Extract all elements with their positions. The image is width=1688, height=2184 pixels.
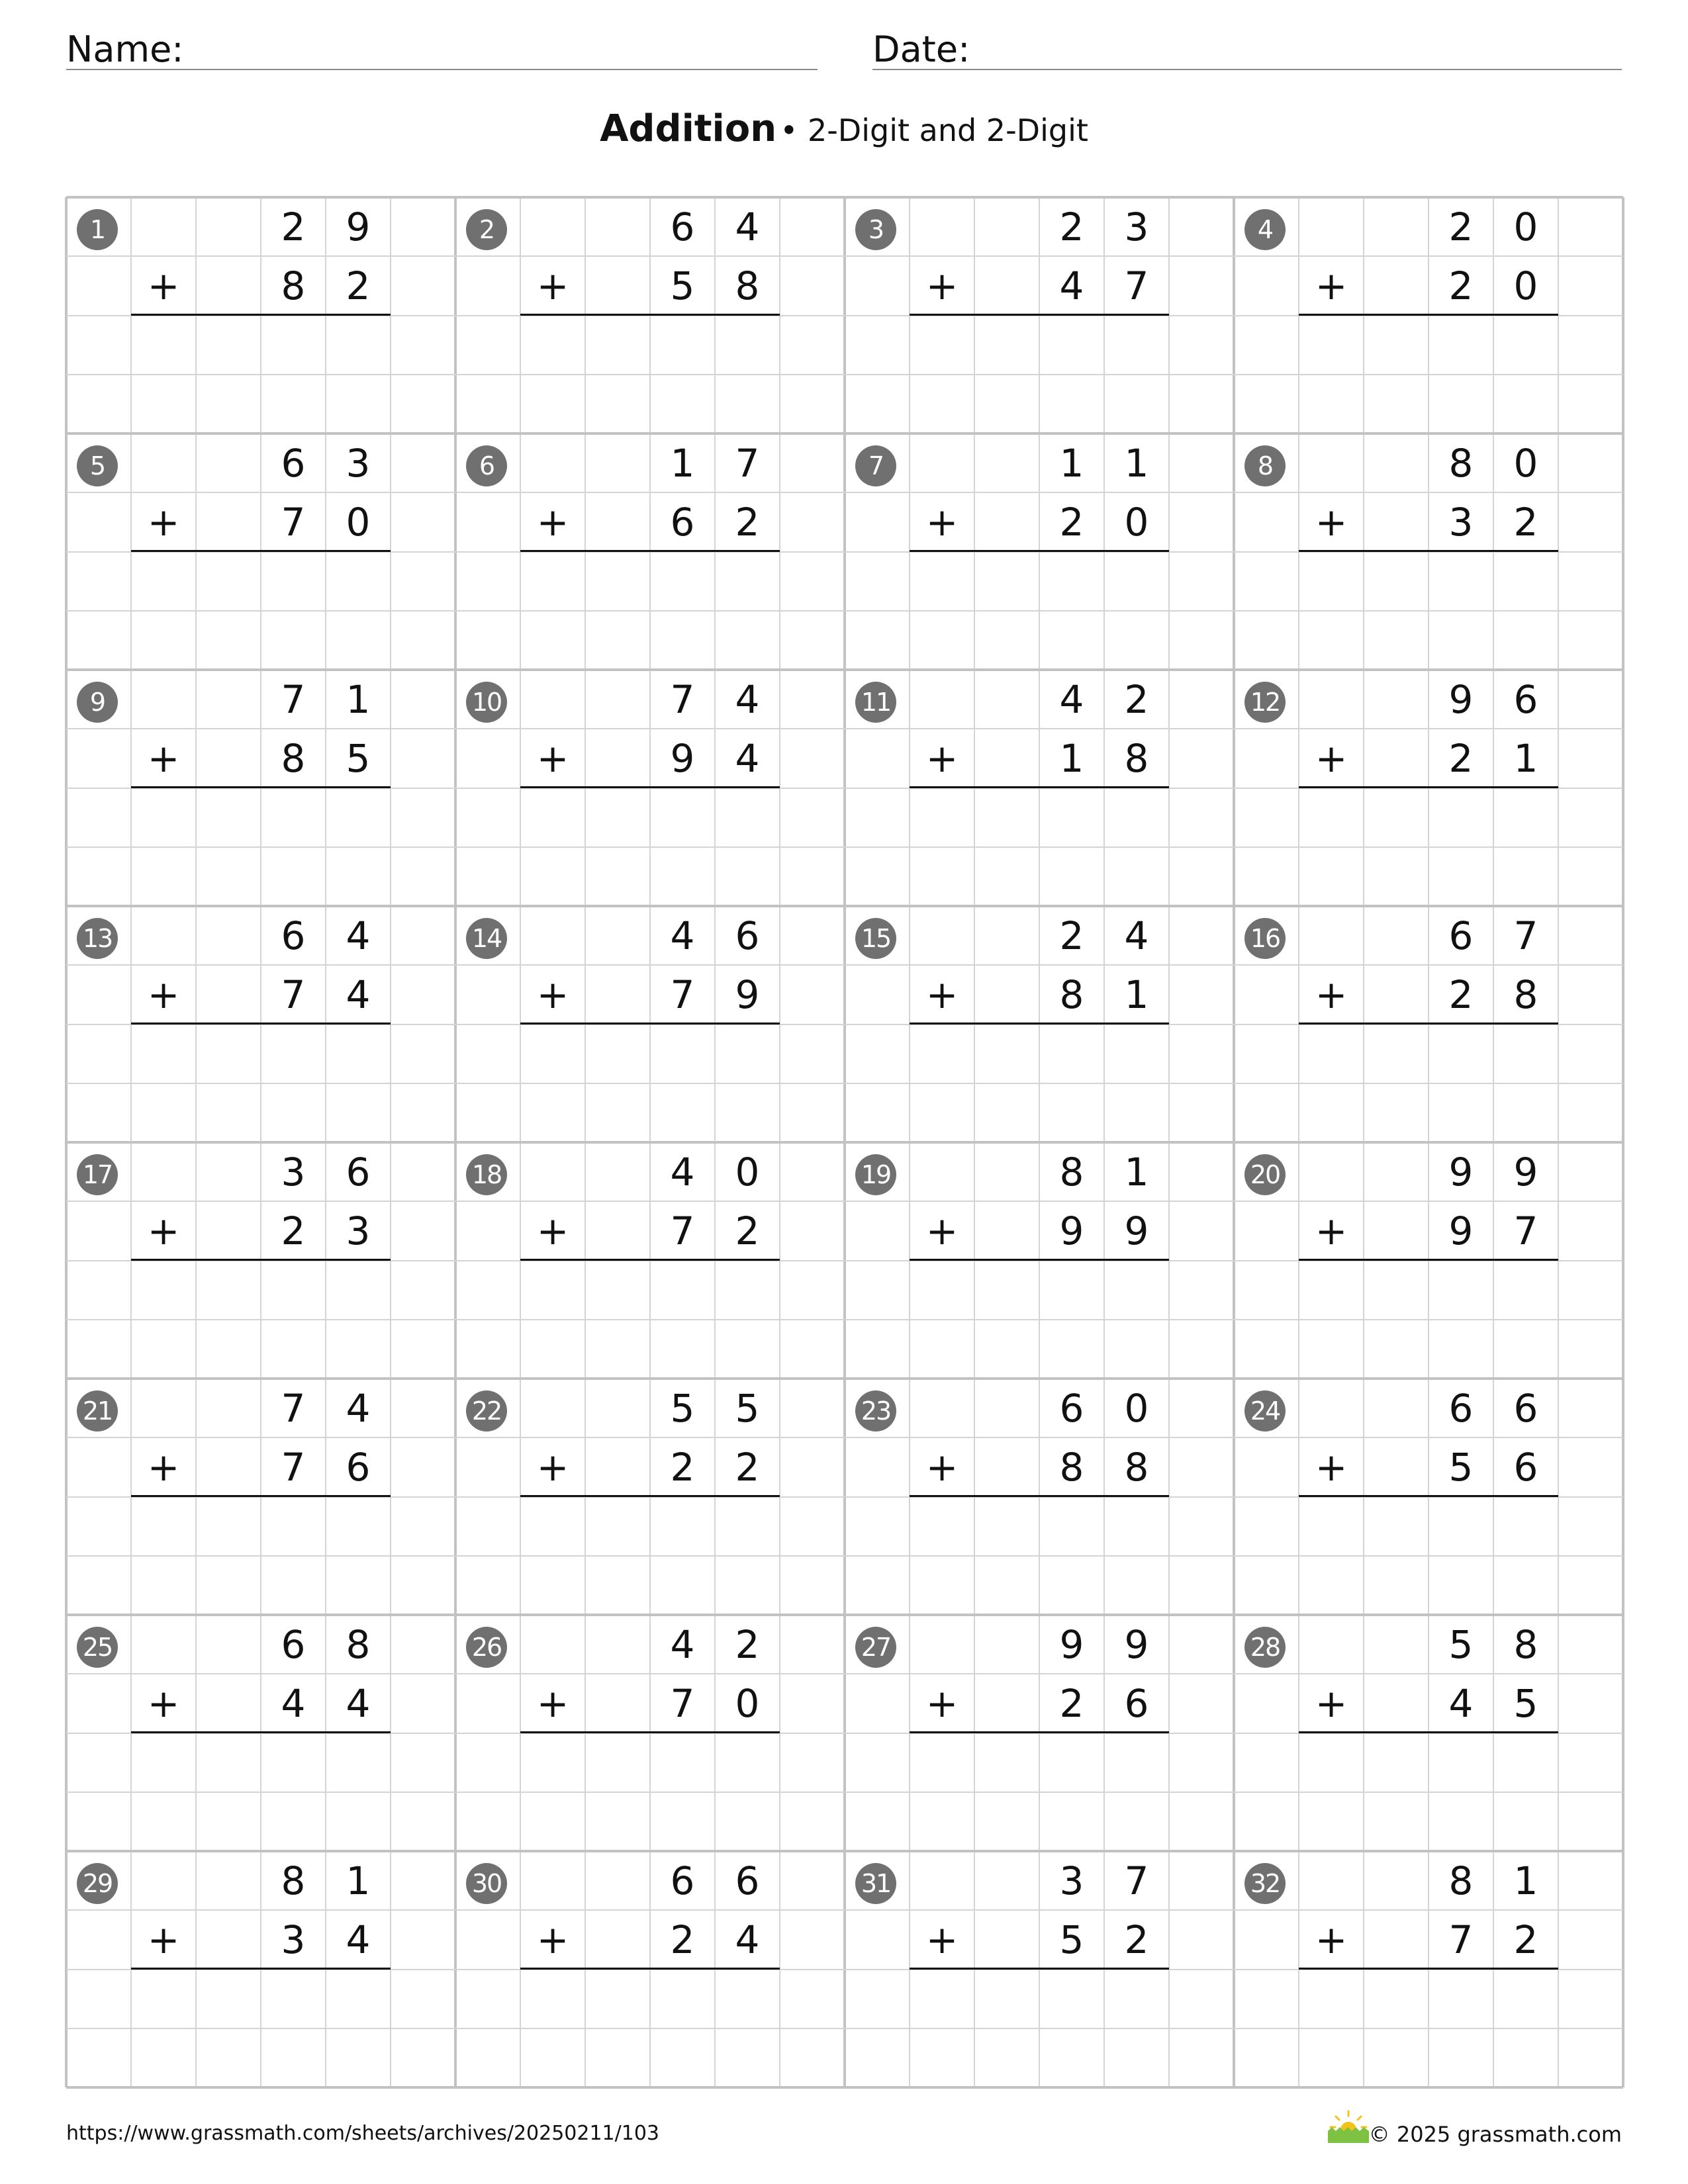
plus-sign: +: [536, 500, 569, 545]
bottom-tens-digit: 7: [281, 1445, 306, 1490]
plus-sign: +: [147, 972, 180, 1017]
problem-12: [1234, 670, 1623, 906]
answer-line: [520, 1023, 780, 1024]
top-tens-digit: 4: [670, 913, 695, 958]
problem-6: [455, 433, 845, 670]
problem-19: [845, 1142, 1234, 1379]
bottom-tens-digit: 6: [670, 500, 695, 545]
worksheet-title: [0, 107, 1688, 150]
problem-1: [66, 197, 455, 433]
plus-sign: +: [925, 1445, 959, 1490]
top-ones-digit: 0: [735, 1150, 760, 1195]
plus-sign: +: [147, 1445, 180, 1490]
top-ones-digit: 3: [346, 441, 371, 486]
top-ones-digit: 5: [735, 1386, 760, 1431]
bottom-ones-digit: 9: [735, 972, 760, 1017]
bottom-tens-digit: 5: [1448, 1445, 1474, 1490]
plus-sign: +: [147, 500, 180, 545]
problem-number-badge: 5: [77, 445, 118, 486]
problem-15: [845, 906, 1234, 1142]
plus-sign: +: [536, 1208, 569, 1253]
answer-line: [131, 1731, 391, 1733]
problem-number-badge: 11: [855, 682, 896, 723]
problem-27: [845, 1615, 1234, 1851]
bottom-ones-digit: 1: [1513, 736, 1538, 781]
bottom-tens-digit: 7: [1448, 1917, 1474, 1962]
bottom-tens-digit: 2: [1059, 1681, 1084, 1726]
top-tens-digit: 6: [281, 1622, 306, 1667]
answer-line: [520, 314, 780, 316]
plus-sign: +: [536, 1681, 569, 1726]
top-tens-digit: 7: [670, 677, 695, 722]
bottom-ones-digit: 8: [1124, 1445, 1149, 1490]
problem-7: [845, 433, 1234, 670]
top-ones-digit: 1: [346, 1858, 371, 1903]
plus-sign: +: [925, 263, 959, 308]
top-ones-digit: 6: [735, 1858, 760, 1903]
answer-line: [1299, 1495, 1558, 1497]
top-tens-digit: 7: [281, 677, 306, 722]
bottom-tens-digit: 4: [281, 1681, 306, 1726]
top-tens-digit: 4: [670, 1150, 695, 1195]
top-tens-digit: 2: [1059, 205, 1084, 250]
bottom-ones-digit: 6: [346, 1445, 371, 1490]
problem-number-badge: 16: [1244, 918, 1286, 959]
bottom-ones-digit: 2: [1124, 1917, 1149, 1962]
plus-sign: +: [147, 1681, 180, 1726]
plus-sign: +: [536, 1917, 569, 1962]
bottom-tens-digit: 4: [1059, 263, 1084, 308]
problem-23: [845, 1379, 1234, 1615]
bottom-tens-digit: 2: [281, 1208, 306, 1253]
date-field[interactable]: [872, 20, 1622, 70]
answer-line: [1299, 786, 1558, 788]
bottom-ones-digit: 2: [1513, 500, 1538, 545]
top-tens-digit: 6: [281, 441, 306, 486]
answer-line: [131, 1259, 391, 1261]
answer-line: [131, 550, 391, 552]
problem-number-badge: 30: [466, 1863, 507, 1904]
top-tens-digit: 8: [1448, 1858, 1474, 1903]
bottom-ones-digit: 4: [346, 972, 371, 1017]
top-ones-digit: 9: [1513, 1150, 1538, 1195]
bottom-ones-digit: 7: [1513, 1208, 1538, 1253]
bottom-ones-digit: 9: [1124, 1208, 1149, 1253]
bottom-ones-digit: 5: [346, 736, 371, 781]
problem-21: [66, 1379, 455, 1615]
bottom-tens-digit: 5: [1059, 1917, 1084, 1962]
bottom-ones-digit: 5: [1513, 1681, 1538, 1726]
answer-line: [1299, 1968, 1558, 1970]
bottom-ones-digit: 0: [735, 1681, 760, 1726]
plus-sign: +: [925, 1917, 959, 1962]
top-ones-digit: 0: [1124, 1386, 1149, 1431]
bottom-ones-digit: 2: [1513, 1917, 1538, 1962]
plus-sign: +: [1315, 736, 1348, 781]
answer-line: [1299, 314, 1558, 316]
top-ones-digit: 9: [1124, 1622, 1149, 1667]
problem-11: [845, 670, 1234, 906]
plus-sign: +: [925, 1208, 959, 1253]
problem-number-badge: 10: [466, 682, 507, 723]
answer-line: [131, 1495, 391, 1497]
top-ones-digit: 1: [1124, 1150, 1149, 1195]
bottom-tens-digit: 7: [670, 1208, 695, 1253]
top-tens-digit: 8: [1448, 441, 1474, 486]
top-ones-digit: 4: [1124, 913, 1149, 958]
bottom-tens-digit: 9: [670, 736, 695, 781]
problem-3: [845, 197, 1234, 433]
name-label: Name:: [66, 28, 184, 70]
top-tens-digit: 5: [670, 1386, 695, 1431]
plus-sign: +: [536, 263, 569, 308]
answer-line: [910, 1968, 1169, 1970]
title-subtitle: • 2-Digit and 2-Digit: [780, 113, 1088, 148]
top-tens-digit: 6: [281, 913, 306, 958]
bottom-ones-digit: 7: [1124, 263, 1149, 308]
bottom-tens-digit: 7: [670, 1681, 695, 1726]
top-ones-digit: 4: [735, 205, 760, 250]
problem-26: [455, 1615, 845, 1851]
top-tens-digit: 9: [1448, 1150, 1474, 1195]
answer-line: [520, 1968, 780, 1970]
answer-line: [520, 550, 780, 552]
problem-8: [1234, 433, 1623, 670]
footer-url: https://www.grassmath.com/sheets/archives/20250211/103: [66, 2122, 660, 2145]
plus-sign: +: [1315, 1917, 1348, 1962]
plus-sign: +: [1315, 972, 1348, 1017]
bottom-tens-digit: 8: [281, 263, 306, 308]
plus-sign: +: [536, 736, 569, 781]
problem-18: [455, 1142, 845, 1379]
top-tens-digit: 6: [670, 205, 695, 250]
title-main: Addition: [600, 107, 777, 150]
bottom-ones-digit: 0: [1124, 500, 1149, 545]
bottom-tens-digit: 2: [1448, 736, 1474, 781]
bottom-tens-digit: 9: [1059, 1208, 1084, 1253]
problem-4: [1234, 197, 1623, 433]
answer-line: [1299, 1259, 1558, 1261]
problem-14: [455, 906, 845, 1142]
problem-number-badge: 13: [77, 918, 118, 959]
problem-number-badge: 2: [466, 209, 507, 250]
answer-line: [131, 786, 391, 788]
top-tens-digit: 2: [281, 205, 306, 250]
bottom-tens-digit: 8: [281, 736, 306, 781]
bottom-tens-digit: 8: [1059, 972, 1084, 1017]
problem-20: [1234, 1142, 1623, 1379]
bottom-ones-digit: 4: [735, 736, 760, 781]
plus-sign: +: [147, 263, 180, 308]
problem-number-badge: 14: [466, 918, 507, 959]
bottom-ones-digit: 2: [346, 263, 371, 308]
bottom-ones-digit: 2: [735, 1445, 760, 1490]
plus-sign: +: [1315, 1208, 1348, 1253]
answer-line: [131, 1023, 391, 1024]
plus-sign: +: [1315, 263, 1348, 308]
name-field[interactable]: [66, 20, 818, 70]
problem-10: [455, 670, 845, 906]
top-tens-digit: 5: [1448, 1622, 1474, 1667]
plus-sign: +: [147, 1917, 180, 1962]
top-tens-digit: 4: [1059, 677, 1084, 722]
top-ones-digit: 2: [735, 1622, 760, 1667]
footer-copyright: © 2025 grassmath.com: [1368, 2122, 1622, 2147]
bottom-tens-digit: 2: [1448, 263, 1474, 308]
problem-16: [1234, 906, 1623, 1142]
answer-line: [131, 1968, 391, 1970]
problem-number-badge: 29: [77, 1863, 118, 1904]
bottom-ones-digit: 6: [1124, 1681, 1149, 1726]
problem-25: [66, 1615, 455, 1851]
answer-line: [910, 1495, 1169, 1497]
problem-number-badge: 22: [466, 1390, 507, 1432]
plus-sign: +: [147, 1208, 180, 1253]
top-tens-digit: 8: [281, 1858, 306, 1903]
answer-line: [520, 786, 780, 788]
top-ones-digit: 8: [1513, 1622, 1538, 1667]
problem-2: [455, 197, 845, 433]
top-ones-digit: 6: [346, 1150, 371, 1195]
top-ones-digit: 1: [346, 677, 371, 722]
answer-line: [1299, 1731, 1558, 1733]
bottom-ones-digit: 1: [1124, 972, 1149, 1017]
problem-number-badge: 12: [1244, 682, 1286, 723]
bottom-tens-digit: 2: [1448, 972, 1474, 1017]
answer-line: [910, 786, 1169, 788]
top-tens-digit: 9: [1448, 677, 1474, 722]
problem-17: [66, 1142, 455, 1379]
top-ones-digit: 0: [1513, 441, 1538, 486]
top-tens-digit: 8: [1059, 1150, 1084, 1195]
plus-sign: +: [925, 500, 959, 545]
top-ones-digit: 7: [1124, 1858, 1149, 1903]
plus-sign: +: [536, 1445, 569, 1490]
answer-line: [131, 314, 391, 316]
bottom-tens-digit: 2: [1059, 500, 1084, 545]
problem-number-badge: 1: [77, 209, 118, 250]
bottom-ones-digit: 8: [1124, 736, 1149, 781]
problem-24: [1234, 1379, 1623, 1615]
bottom-ones-digit: 4: [346, 1917, 371, 1962]
bottom-ones-digit: 2: [735, 1208, 760, 1253]
bottom-ones-digit: 4: [346, 1681, 371, 1726]
top-ones-digit: 3: [1124, 205, 1149, 250]
problem-number-badge: 17: [77, 1154, 118, 1195]
answer-line: [1299, 1023, 1558, 1024]
top-ones-digit: 7: [1513, 913, 1538, 958]
plus-sign: +: [536, 972, 569, 1017]
bottom-tens-digit: 8: [1059, 1445, 1084, 1490]
problem-number-badge: 28: [1244, 1627, 1286, 1668]
bottom-tens-digit: 2: [670, 1445, 695, 1490]
bottom-ones-digit: 6: [1513, 1445, 1538, 1490]
top-tens-digit: 4: [670, 1622, 695, 1667]
date-label: Date:: [872, 28, 970, 70]
problem-number-badge: 4: [1244, 209, 1286, 250]
problem-number-badge: 18: [466, 1154, 507, 1195]
answer-line: [520, 1259, 780, 1261]
problem-29: [66, 1851, 455, 2087]
top-ones-digit: 4: [346, 1386, 371, 1431]
top-ones-digit: 6: [735, 913, 760, 958]
top-tens-digit: 6: [1448, 1386, 1474, 1431]
plus-sign: +: [1315, 1681, 1348, 1726]
top-tens-digit: 9: [1059, 1622, 1084, 1667]
answer-line: [910, 1023, 1169, 1024]
top-ones-digit: 4: [735, 677, 760, 722]
bottom-tens-digit: 9: [1448, 1208, 1474, 1253]
bottom-ones-digit: 8: [1513, 972, 1538, 1017]
problem-number-badge: 27: [855, 1627, 896, 1668]
problem-9: [66, 670, 455, 906]
top-tens-digit: 1: [1059, 441, 1084, 486]
top-ones-digit: 7: [735, 441, 760, 486]
top-ones-digit: 0: [1513, 205, 1538, 250]
problem-grid: [66, 197, 1623, 2087]
answer-line: [910, 314, 1169, 316]
bottom-tens-digit: 3: [281, 1917, 306, 1962]
bottom-ones-digit: 8: [735, 263, 760, 308]
answer-line: [1299, 550, 1558, 552]
top-ones-digit: 9: [346, 205, 371, 250]
plus-sign: +: [925, 736, 959, 781]
problem-number-badge: 20: [1244, 1154, 1286, 1195]
top-tens-digit: 7: [281, 1386, 306, 1431]
problem-30: [455, 1851, 845, 2087]
top-ones-digit: 6: [1513, 677, 1538, 722]
answer-line: [910, 1259, 1169, 1261]
plus-sign: +: [925, 1681, 959, 1726]
top-ones-digit: 1: [1513, 1858, 1538, 1903]
bottom-tens-digit: 5: [670, 263, 695, 308]
grass: [1328, 2131, 1369, 2143]
bottom-tens-digit: 4: [1448, 1681, 1474, 1726]
problem-31: [845, 1851, 1234, 2087]
problem-22: [455, 1379, 845, 1615]
plus-sign: +: [925, 972, 959, 1017]
top-ones-digit: 6: [1513, 1386, 1538, 1431]
bottom-ones-digit: 3: [346, 1208, 371, 1253]
problem-number-badge: 25: [77, 1627, 118, 1668]
plus-sign: +: [1315, 500, 1348, 545]
top-ones-digit: 4: [346, 913, 371, 958]
bottom-tens-digit: 3: [1448, 500, 1474, 545]
top-tens-digit: 6: [1448, 913, 1474, 958]
problem-number-badge: 8: [1244, 445, 1286, 486]
answer-line: [520, 1731, 780, 1733]
bottom-tens-digit: 1: [1059, 736, 1084, 781]
problem-5: [66, 433, 455, 670]
plus-sign: +: [147, 736, 180, 781]
top-tens-digit: 1: [670, 441, 695, 486]
problem-number-badge: 3: [855, 209, 896, 250]
bottom-ones-digit: 0: [1513, 263, 1538, 308]
answer-line: [520, 1495, 780, 1497]
bottom-tens-digit: 7: [670, 972, 695, 1017]
problem-number-badge: 7: [855, 445, 896, 486]
bottom-ones-digit: 4: [735, 1917, 760, 1962]
problem-13: [66, 906, 455, 1142]
bottom-tens-digit: 7: [281, 972, 306, 1017]
problem-28: [1234, 1615, 1623, 1851]
problem-32: [1234, 1851, 1623, 2087]
top-tens-digit: 3: [1059, 1858, 1084, 1903]
problem-number-badge: 23: [855, 1390, 896, 1432]
top-ones-digit: 8: [346, 1622, 371, 1667]
top-ones-digit: 2: [1124, 677, 1149, 722]
top-tens-digit: 3: [281, 1150, 306, 1195]
problem-number-badge: 32: [1244, 1863, 1286, 1904]
problem-number-badge: 21: [77, 1390, 118, 1432]
sun-over-grass-icon: [1325, 2109, 1372, 2146]
bottom-ones-digit: 2: [735, 500, 760, 545]
problem-number-badge: 15: [855, 918, 896, 959]
top-ones-digit: 1: [1124, 441, 1149, 486]
bottom-tens-digit: 2: [670, 1917, 695, 1962]
top-tens-digit: 6: [670, 1858, 695, 1903]
answer-line: [910, 550, 1169, 552]
problem-number-badge: 24: [1244, 1390, 1286, 1432]
problem-number-badge: 9: [77, 682, 118, 723]
top-tens-digit: 2: [1059, 913, 1084, 958]
answer-line: [910, 1731, 1169, 1733]
bottom-tens-digit: 7: [281, 500, 306, 545]
plus-sign: +: [1315, 1445, 1348, 1490]
bottom-ones-digit: 0: [346, 500, 371, 545]
top-tens-digit: 6: [1059, 1386, 1084, 1431]
problem-number-badge: 31: [855, 1863, 896, 1904]
problem-number-badge: 19: [855, 1154, 896, 1195]
top-tens-digit: 2: [1448, 205, 1474, 250]
problem-number-badge: 26: [466, 1627, 507, 1668]
problem-number-badge: 6: [466, 445, 507, 486]
